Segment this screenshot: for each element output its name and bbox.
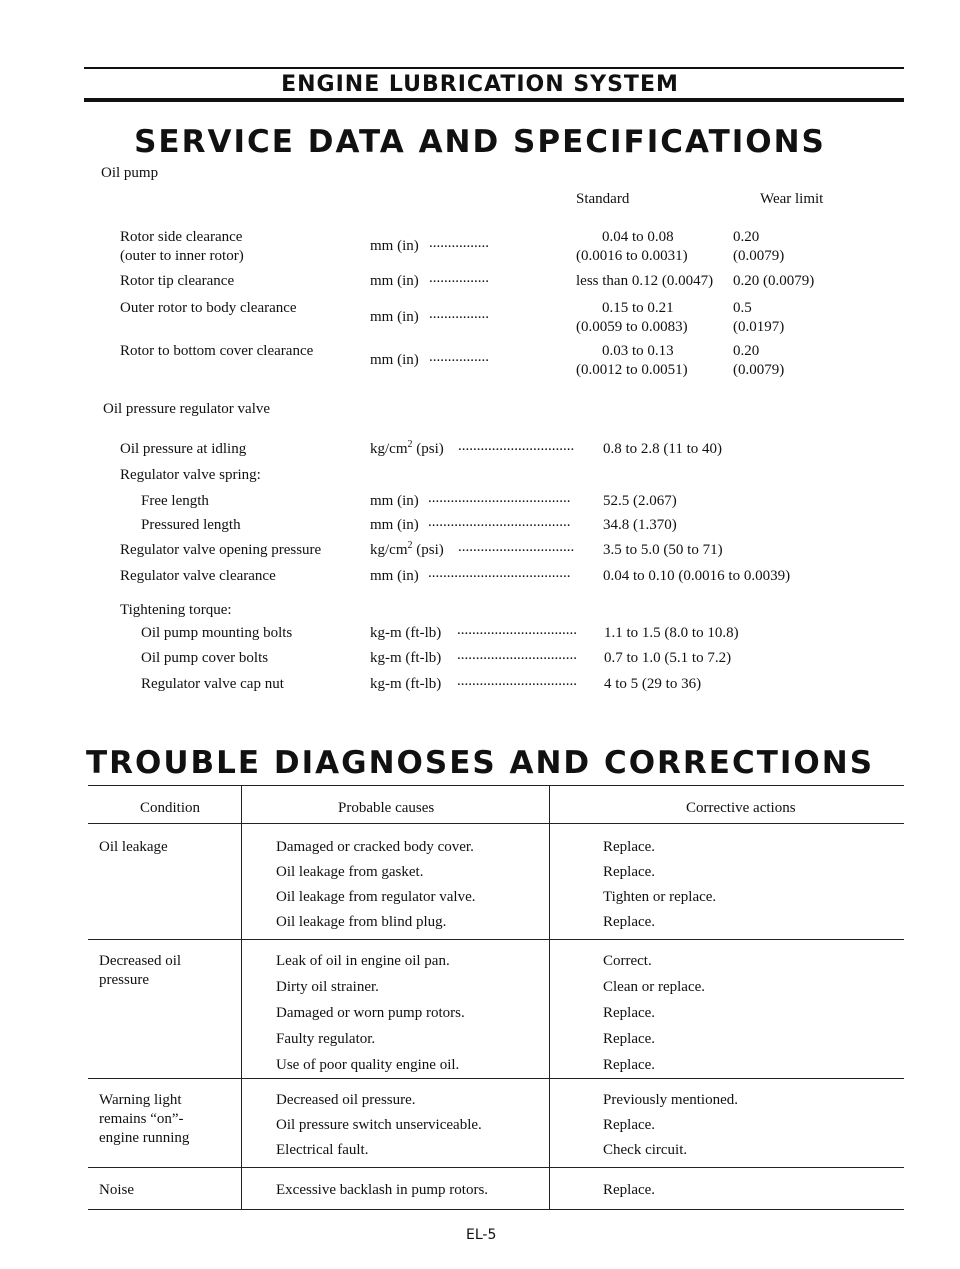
trouble-action: Check circuit. [603,1142,688,1158]
trouble-action: Replace. [603,864,656,880]
trouble-cause: Faulty regulator. [276,1031,376,1047]
spec-unit: mm (in) [370,238,419,254]
spec-unit: kg-m (ft-lb) [370,676,442,692]
spec-dots: ................ [429,270,489,286]
spec-dots: ................ [429,349,489,365]
trouble-condition: pressure [99,972,149,988]
spec-standard: (0.0059 to 0.0083) [576,319,688,335]
spec-wear: (0.0079) [733,248,785,264]
spec-standard: 0.03 to 0.13 [602,343,674,359]
column-standard: Standard [576,191,630,207]
header-bottom-rule [84,98,904,102]
spec-dots: ................ [429,235,489,251]
spec-item: Regulator valve opening pressure [120,542,322,558]
trouble-condition: Noise [99,1182,134,1198]
row-separator [88,1167,904,1168]
spec-dots: ............................... [458,438,575,454]
header-top-rule [84,67,904,69]
spec-unit: kg-m (ft-lb) [370,650,442,666]
spec-value: 3.5 to 5.0 (50 to 71) [603,542,723,558]
trouble-cause: Damaged or cracked body cover. [276,839,474,855]
row-separator [88,939,904,940]
table-header-rule [88,823,904,824]
trouble-condition: Decreased oil [99,953,182,969]
spec-value: 34.8 (1.370) [603,517,677,533]
column-divider [241,785,242,1209]
column-divider [549,785,550,1209]
trouble-title: TROUBLE DIAGNOSES AND CORRECTIONS [85,745,875,781]
trouble-action: Replace. [603,914,656,930]
spec-unit: kg-m (ft-lb) [370,625,442,641]
spec-dots: ...................................... [428,565,571,581]
trouble-cause: Electrical fault. [276,1142,369,1158]
trouble-cause: Use of poor quality engine oil. [276,1057,460,1073]
spec-unit: mm (in) [370,352,419,368]
trouble-condition: remains “on”- [99,1111,184,1127]
spec-item: Oil pump cover bolts [141,650,269,666]
spec-item: Outer rotor to body clearance [120,300,297,316]
trouble-action: Replace. [603,1057,656,1073]
spec-standard: less than 0.12 (0.0047) [576,273,714,289]
trouble-action: Replace. [603,1117,656,1133]
spec-value: 4 to 5 (29 to 36) [604,676,702,692]
spec-value: 1.1 to 1.5 (8.0 to 10.8) [604,625,739,641]
table-top-rule [88,785,904,786]
column-wear-limit: Wear limit [760,191,824,207]
spec-item: Regulator valve cap nut [141,676,284,692]
spec-item: Rotor to bottom cover clearance [120,343,314,359]
spec-item: Rotor side clearance [120,229,243,245]
trouble-action: Tighten or replace. [603,889,717,905]
spec-wear: (0.0079) [733,362,785,378]
trouble-action: Replace. [603,1005,656,1021]
trouble-cause: Oil leakage from gasket. [276,864,424,880]
table-column-header: Probable causes [338,800,435,816]
row-separator [88,1209,904,1210]
trouble-cause: Dirty oil strainer. [276,979,379,995]
spec-item: Regulator valve spring: [120,467,261,483]
trouble-cause: Decreased oil pressure. [276,1092,416,1108]
spec-value: 52.5 (2.067) [603,493,677,509]
spec-unit: mm (in) [370,493,419,509]
trouble-cause: Oil leakage from blind plug. [276,914,447,930]
spec-standard: 0.04 to 0.08 [602,229,674,245]
spec-unit: mm (in) [370,517,419,533]
spec-dots: ............................... [458,539,575,555]
spec-standard: 0.15 to 0.21 [602,300,674,316]
regulator-valve-label: Oil pressure regulator valve [103,401,271,417]
trouble-action: Correct. [603,953,652,969]
spec-dots: ...................................... [428,514,571,530]
spec-unit: $kg/cm^2$ (psi) [370,540,444,558]
row-separator [88,1078,904,1079]
trouble-cause: Excessive backlash in pump rotors. [276,1182,489,1198]
spec-wear: 0.5 [733,300,752,316]
trouble-condition: Oil leakage [99,839,168,855]
spec-wear: 0.20 (0.0079) [733,273,815,289]
oil-pump-label: Oil pump [101,165,159,181]
spec-unit: $kg/cm^2$ (psi) [370,439,444,457]
spec-item: Oil pump mounting bolts [141,625,293,641]
spec-item: Oil pressure at idling [120,441,247,457]
service-data-title: SERVICE DATA AND SPECIFICATIONS [134,124,826,160]
trouble-condition: Warning light [99,1092,182,1108]
spec-standard: (0.0016 to 0.0031) [576,248,688,264]
spec-value: 0.8 to 2.8 (11 to 40) [603,441,723,457]
trouble-cause: Leak of oil in engine oil pan. [276,953,450,969]
spec-item: (outer to inner rotor) [120,248,244,264]
spec-value: 0.7 to 1.0 (5.1 to 7.2) [604,650,732,666]
page-number: EL-5 [466,1227,497,1243]
spec-item: Pressured length [141,517,241,533]
trouble-action: Replace. [603,839,656,855]
trouble-cause: Oil leakage from regulator valve. [276,889,476,905]
spec-dots: ................................ [457,622,577,638]
spec-wear: 0.20 [733,343,760,359]
spec-unit: mm (in) [370,273,419,289]
spec-item: Rotor tip clearance [120,273,235,289]
spec-standard: (0.0012 to 0.0051) [576,362,688,378]
trouble-cause: Oil pressure switch unserviceable. [276,1117,482,1133]
spec-wear: 0.20 [733,229,760,245]
trouble-cause: Damaged or worn pump rotors. [276,1005,465,1021]
spec-item: Tightening torque: [120,602,232,618]
spec-value: 0.04 to 0.10 (0.0016 to 0.0039) [603,568,791,584]
spec-item: Free length [141,493,209,509]
trouble-condition: engine running [99,1130,190,1146]
trouble-action: Replace. [603,1031,656,1047]
spec-dots: ................................ [457,673,577,689]
spec-dots: ................................ [457,647,577,663]
spec-unit: mm (in) [370,309,419,325]
spec-wear: (0.0197) [733,319,785,335]
table-column-header: Corrective actions [686,800,796,816]
spec-dots: ...................................... [428,490,571,506]
trouble-action: Clean or replace. [603,979,706,995]
section-header: ENGINE LUBRICATION SYSTEM [281,72,679,97]
trouble-action: Previously mentioned. [603,1092,738,1108]
table-column-header: Condition [140,800,201,816]
spec-dots: ................ [429,306,489,322]
spec-item: Regulator valve clearance [120,568,276,584]
trouble-action: Replace. [603,1182,656,1198]
spec-unit: mm (in) [370,568,419,584]
